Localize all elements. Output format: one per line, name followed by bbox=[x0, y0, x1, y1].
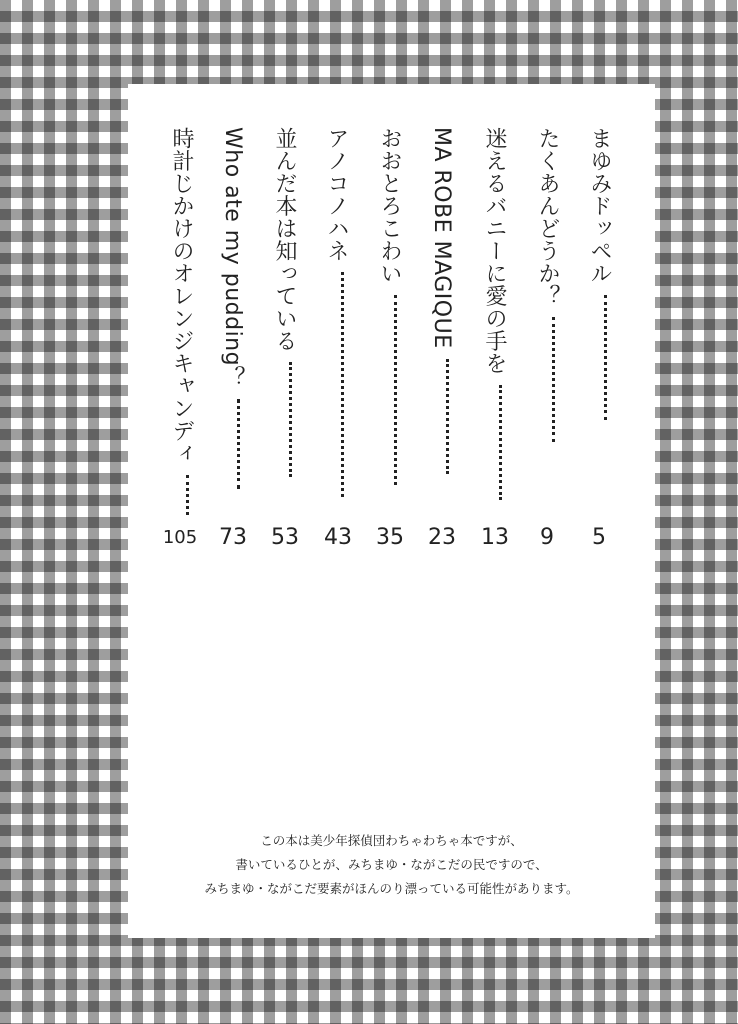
toc-title: たくあんどうか？ bbox=[535, 127, 560, 307]
toc-title: 時計じかけのオレンジキャンディ bbox=[169, 127, 194, 465]
toc-leader bbox=[446, 359, 449, 474]
toc-page-number: 9 bbox=[540, 525, 554, 550]
toc-entry-8[interactable] bbox=[210, 127, 254, 489]
author-note-line: みちまゆ・ながこだ要素がほんのり漂っている可能性があります。 bbox=[204, 881, 579, 896]
author-note-line: 書いているひとが、みちまゆ・ながこだの民ですので、 bbox=[235, 857, 548, 872]
author-note bbox=[128, 829, 655, 901]
toc-title: おおとろこわい bbox=[377, 127, 402, 285]
toc-title: 並んだ本は知っている bbox=[272, 127, 297, 352]
toc-page-number: 23 bbox=[428, 525, 456, 550]
toc-page-number: 35 bbox=[376, 525, 404, 550]
toc-page-number: 43 bbox=[324, 525, 352, 550]
table-of-contents bbox=[128, 84, 655, 938]
toc-entry-5[interactable] bbox=[367, 127, 411, 485]
toc-page-number: 73 bbox=[219, 525, 247, 550]
toc-leader bbox=[499, 385, 502, 500]
toc-title: 迷えるバニーに愛の手を bbox=[482, 127, 507, 375]
toc-entry-1[interactable] bbox=[577, 127, 621, 420]
toc-leader bbox=[237, 399, 240, 489]
author-note-line: この本は美少年探偵団わちゃわちゃ本ですが、 bbox=[260, 833, 523, 848]
toc-page-number: 5 bbox=[592, 525, 606, 550]
toc-leader bbox=[341, 272, 344, 497]
toc-page-number: 53 bbox=[271, 525, 299, 550]
toc-entry-7[interactable] bbox=[262, 127, 306, 477]
toc-title: MA ROBE MAGIQUE bbox=[429, 127, 454, 349]
content-page bbox=[128, 84, 655, 938]
toc-leader bbox=[552, 317, 555, 442]
toc-leader bbox=[289, 362, 292, 477]
toc-leader bbox=[186, 475, 189, 515]
toc-title: Who ate my pudding？ bbox=[220, 127, 245, 389]
toc-title: アノコノハネ bbox=[324, 127, 349, 262]
toc-leader bbox=[394, 295, 397, 485]
toc-entry-4[interactable] bbox=[419, 127, 463, 474]
toc-entry-2[interactable] bbox=[525, 127, 569, 442]
toc-entry-9[interactable] bbox=[159, 127, 203, 515]
toc-entry-3[interactable] bbox=[472, 127, 516, 500]
toc-page-number: 105 bbox=[162, 527, 198, 548]
toc-leader bbox=[604, 295, 607, 420]
toc-title: まゆみドッペル bbox=[587, 127, 612, 285]
toc-page-number: 13 bbox=[481, 525, 509, 550]
toc-entry-6[interactable] bbox=[314, 127, 358, 497]
